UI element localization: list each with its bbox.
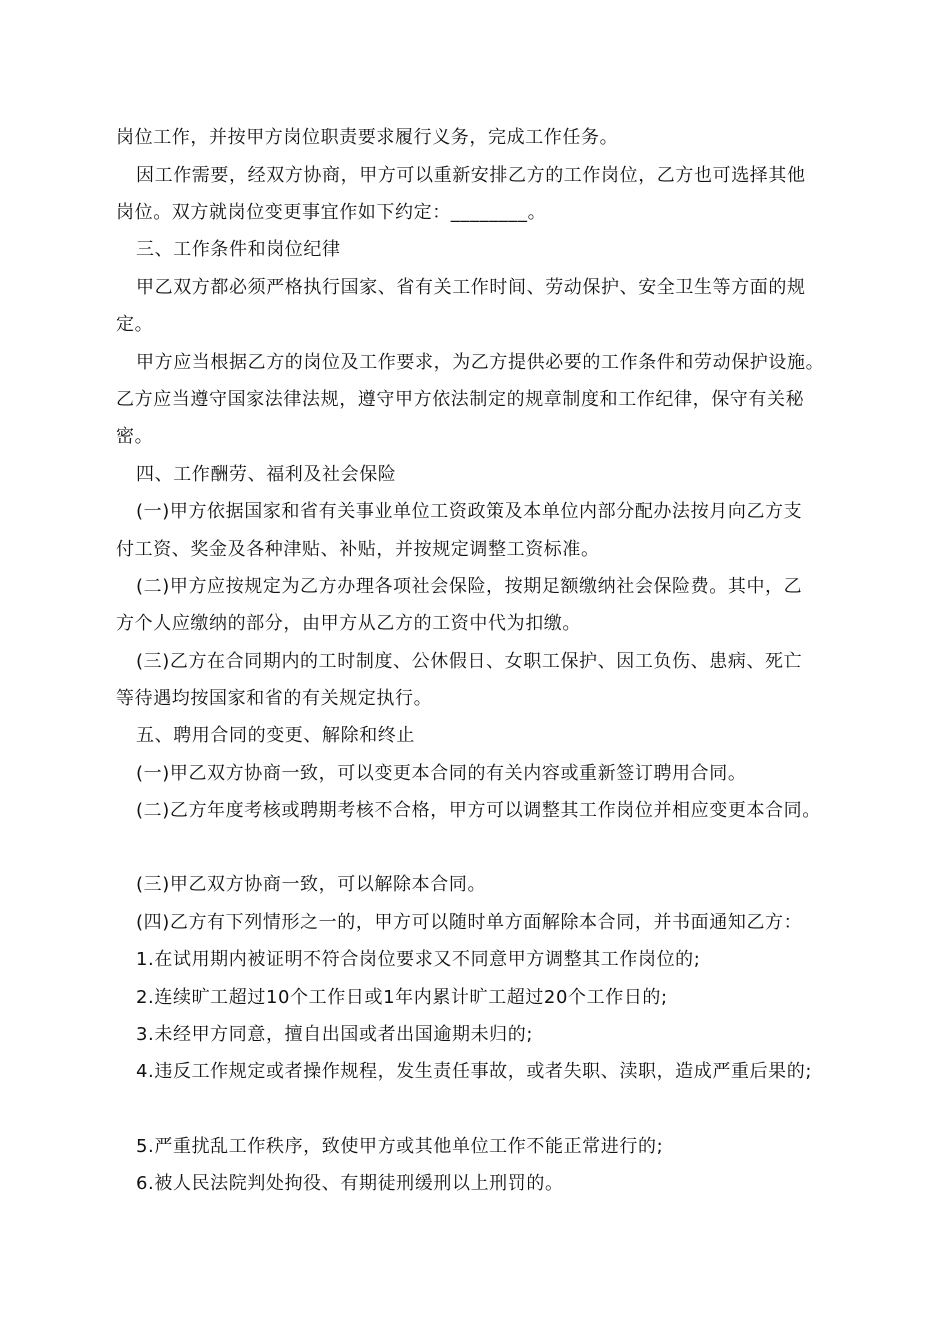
paragraph-line: 等待遇均按国家和省的有关规定执行。 <box>116 688 433 709</box>
paragraph-line: 付工资、奖金及各种津贴、补贴，并按规定调整工资标准。 <box>116 539 600 560</box>
list-item: 4.违反工作规定或者操作规程，发生责任事故，或者失职、渎职，造成严重后果的; <box>136 1061 813 1082</box>
paragraph-line: 乙方应当遵守国家法律法规，遵守甲方依法制定的规章制度和工作纪律，保守有关秘 <box>116 389 805 410</box>
paragraph-line: 密。 <box>116 426 154 447</box>
paragraph-line: 方个人应缴纳的部分，由甲方从乙方的工资中代为扣缴。 <box>116 613 581 634</box>
section-heading: 五、聘用合同的变更、解除和终止 <box>136 725 415 746</box>
paragraph-line: (一)甲乙双方协商一致，可以变更本合同的有关内容或重新签订聘用合同。 <box>136 763 747 784</box>
paragraph-line: (一)甲方依据国家和省有关事业单位工资政策及本单位内部分配办法按月向乙方支 <box>136 501 803 522</box>
paragraph-line: 岗位工作，并按甲方岗位职责要求履行义务，完成工作任务。 <box>116 127 619 148</box>
paragraph-line: (二)甲方应按规定为乙方办理各项社会保险，按期足额缴纳社会保险费。其中，乙 <box>136 576 803 597</box>
list-item: 6.被人民法院判处拘役、有期徒刑缓刑以上刑罚的。 <box>136 1173 564 1194</box>
section-heading: 三、工作条件和岗位纪律 <box>136 239 341 260</box>
list-item: 3.未经甲方同意，擅自出国或者出国逾期未归的; <box>136 1024 534 1045</box>
list-item: 1.在试用期内被证明不符合岗位要求又不同意甲方调整其工作岗位的; <box>136 949 701 970</box>
paragraph-line: 岗位。双方就岗位变更事宜作如下约定：________。 <box>116 202 547 223</box>
paragraph-line: 因工作需要，经双方协商，甲方可以重新安排乙方的工作岗位，乙方也可选择其他 <box>136 165 806 186</box>
paragraph-line: (二)乙方年度考核或聘期考核不合格，甲方可以调整其工作岗位并相应变更本合同。 <box>136 800 821 821</box>
paragraph-line: (三)乙方在合同期内的工时制度、公休假日、女职工保护、因工负伤、患病、死亡 <box>136 651 803 672</box>
paragraph-line: 甲方应当根据乙方的岗位及工作要求，为乙方提供必要的工作条件和劳动保护设施。 <box>136 352 825 373</box>
paragraph-line: 甲乙双方都必须严格执行国家、省有关工作时间、劳动保护、安全卫生等方面的规 <box>136 277 806 298</box>
list-item: 2.连续旷工超过10个工作日或1年内累计旷工超过20个工作日的; <box>136 987 668 1008</box>
paragraph-line: 定。 <box>116 314 154 335</box>
paragraph-line: (三)甲乙双方协商一致，可以解除本合同。 <box>136 874 487 895</box>
paragraph-line: (四)乙方有下列情形之一的，甲方可以随时单方面解除本合同，并书面通知乙方： <box>136 912 803 933</box>
section-heading: 四、工作酬劳、福利及社会保险 <box>136 464 397 485</box>
list-item: 5.严重扰乱工作秩序，致使甲方或其他单位工作不能正常进行的; <box>136 1136 664 1157</box>
